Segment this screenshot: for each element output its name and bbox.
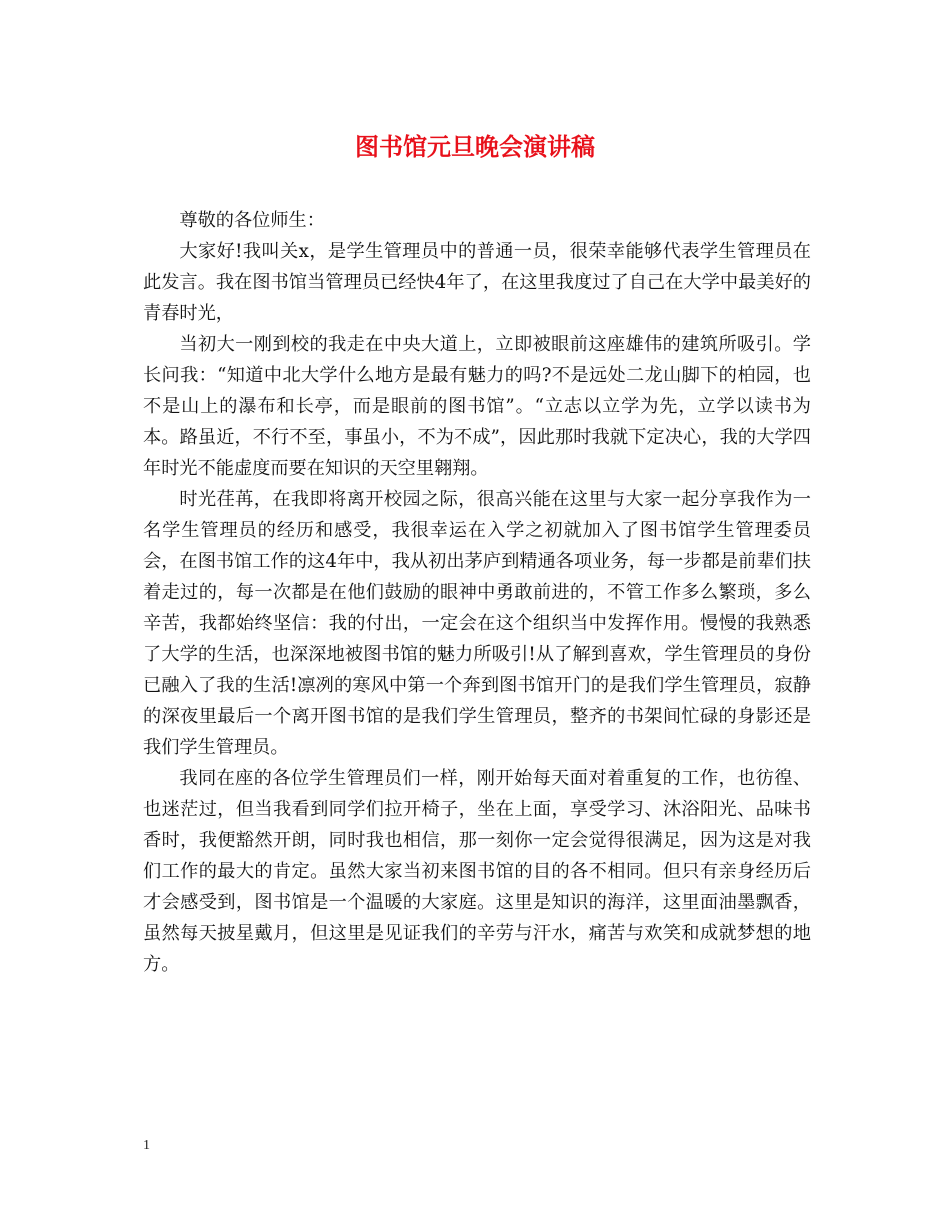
document-title: 图书馆元旦晚会演讲稿 — [355, 132, 595, 161]
body-paragraph: 时光荏苒，在我即将离开校园之际，很高兴能在这里与大家一起分享我作为一名学生管理员的经历和感受，我很幸运在入学之初就加入了图书馆学生管理委员会，在图书馆工作的这4年中，我从初出茅庐到精通各项业务，每一步都是前辈们扶着走过的，每一次都是在他们鼓励的眼神中勇敢前进的，不管工作多么繁琐，多么辛苦，我都始终坚信：我的付出，一定会在这个组织当中发挥作用。慢慢的我熟悉了大学的生活，也深深地被图书馆的魅力所吸引!从了解到喜欢，学生管理员的身份已融入了我的生活!凛冽的寒风中第一个奔到图书馆开门的是我们学生管理员，寂静的深夜里最后一个离开图书馆的是我们学生管理员，整齐的书架间忙碌的身影还是我们学生管理员。 — [143, 489, 811, 758]
salutation-paragraph: 尊敬的各位师生： — [179, 210, 325, 231]
page-number: 1 — [143, 1138, 150, 1153]
body-paragraph: 大家好!我叫关x，是学生管理员中的普通一员，很荣幸能够代表学生管理员在此发言。我在图书馆当管理员已经快4年了，在这里我度过了自己在大学中最美好的青春时光， — [143, 241, 811, 324]
body-paragraph: 我同在座的各位学生管理员们一样，刚开始每天面对着重复的工作，也彷徨、也迷茫过，但当我看到同学们拉开椅子，坐在上面，享受学习、沐浴阳光、品味书香时，我便豁然开朗，同时我也相信，那一刻你一定会觉得很满足，因为这是对我们工作的最大的肯定。虽然大家当初来图书馆的目的各不相同。但只有亲身经历后才会感受到，图书馆是一个温暖的大家庭。这里是知识的海洋，这里面油墨飘香，虽然每天披星戴月，但这里是见证我们的辛劳与汗水，痛苦与欢笑和成就梦想的地方。 — [143, 768, 811, 975]
document-body — [143, 205, 811, 980]
body-paragraph: 当初大一刚到校的我走在中央大道上，立即被眼前这座雄伟的建筑所吸引。学长问我：“知道中北大学什么地方是最有魅力的吗?不是远处二龙山脚下的柏园，也不是山上的瀑布和长亭，而是眼前的图书馆”。“立志以立学为先，立学以读书为本。路虽近，不行不至，事虽小，不为不成”，因此那时我就下定决心，我的大学四年时光不能虚度而要在知识的天空里翱翔。 — [143, 334, 811, 479]
